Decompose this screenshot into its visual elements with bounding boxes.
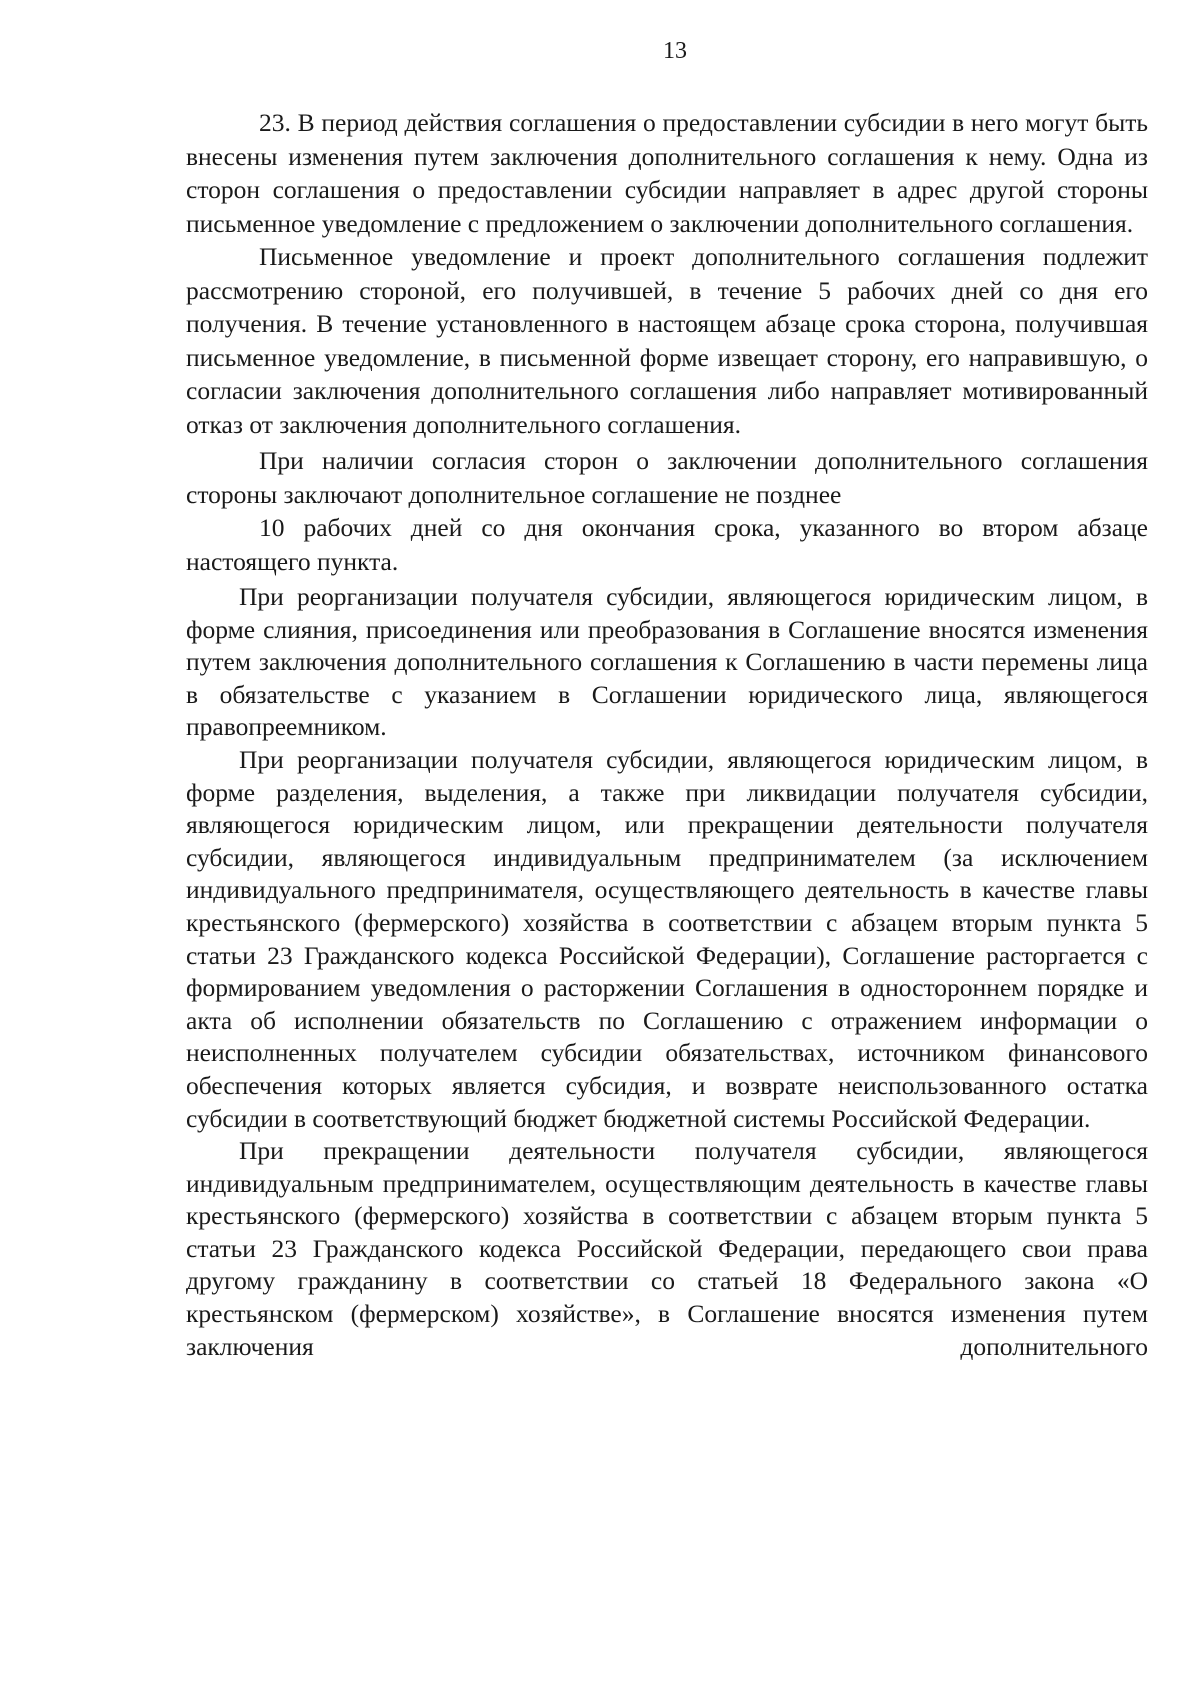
paragraph-reorganization-division: При реорганизации получателя субсидии, являющегося юридическим лицом, в форме разделения, выделения, а также при ликвидации получателя субсидии, являющегося юридическим лицом, или прекращении деятельности получателя субсидии, являющегося индивидуальным предпринимателем (за исключением индивидуального предпринимателя, осуществляющего деятельность в качестве главы крестьянского (фермерского) хозяйства в соответствии с абзацем вторым пункта 5 статьи 23 Гражданского кодекса Российской Федерации), Соглашение расторгается с формированием уведомления о расторжении Соглашения в одностороннем порядке и акта об исполнении обязательств по Соглашению с отражением информации о неисполненных получателем субсидии обязательствах, источником финансового обеспечения которых является субсидия, и возврате неиспользованного остатка субсидии в соответствующий бюджет бюджетной системы Российской Федерации. <box>186 744 1148 1133</box>
paragraph-23-intro: 23. В период действия соглашения о предоставлении субсидии в него могут быть внесены изменения путем заключения дополнительного соглашения к нему. Одна из сторон соглашения о предоставлении субсидии направляет в адрес другой стороны письменное уведомление с предложением о заключении дополнительного соглашения. <box>186 108 1148 238</box>
paragraph-reorganization-merger: При реорганизации получателя субсидии, являющегося юридическим лицом, в форме слияния, присоединения или преобразования в Соглашение вносятся изменения путем заключения дополнительного соглашения к Соглашению в части перемены лица в обязательстве с указанием в Соглашении юридического лица, являющегося правопреемником. <box>186 582 1148 742</box>
paragraph-farm-termination: При прекращении деятельности получателя субсидии, являющегося индивидуальным предпринимателем, осуществляющим деятельность в качестве главы крестьянского (фермерского) хозяйства в соответствии с абзацем вторым пункта 5 статьи 23 Гражданского кодекса Российской Федерации, передающего свои права другому гражданину в соответствии со статьей 18 Федерального закона «О крестьянском (фермерском) хозяйстве», в Соглашение вносятся изменения путем заключения дополнительного <box>186 1136 1148 1361</box>
document-body <box>186 106 1148 1363</box>
paragraph-deadline: 10 рабочих дней со дня окончания срока, указанного во втором абзаце настоящего пункта. <box>186 513 1148 576</box>
paragraph-notification-review: Письменное уведомление и проект дополнительного соглашения подлежит рассмотрению стороной, его получившей, в течение 5 рабочих дней со дня его получения. В течение установленного в настоящем абзаце срока сторона, получившая письменное уведомление, в письменной форме извещает сторону, его направившую, о согласии заключения дополнительного соглашения либо направляет мотивированный отказ от заключения дополнительного соглашения. <box>186 242 1148 439</box>
paragraph-agreement-consent: При наличии согласия сторон о заключении дополнительного соглашения стороны заключают дополнительное соглашение не позднее <box>186 446 1148 509</box>
page-number: 13 <box>663 38 687 64</box>
